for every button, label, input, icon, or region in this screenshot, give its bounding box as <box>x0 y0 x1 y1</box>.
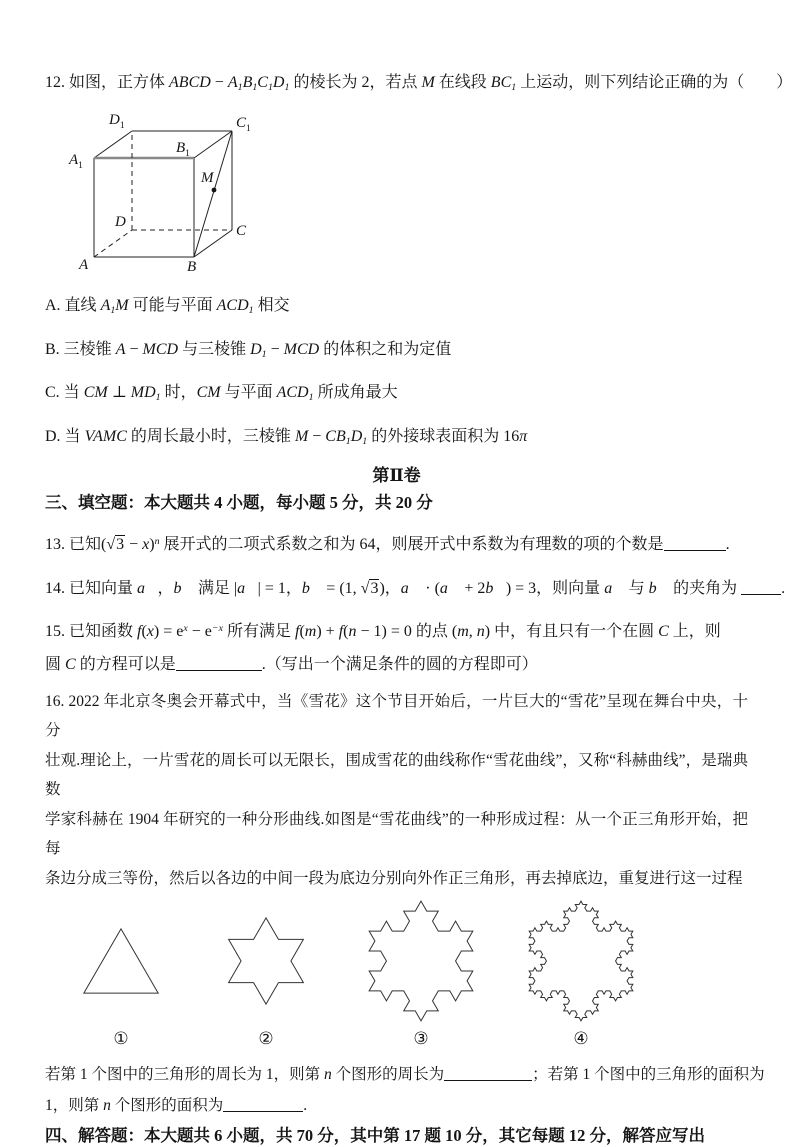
koch-svg-4 <box>526 900 636 1022</box>
area-line: 1，则第 n 个图形的面积为 . <box>45 1097 308 1115</box>
answer-blank <box>741 591 781 595</box>
answer-blank <box>444 1077 532 1081</box>
question-16-line-4: 条边分成三等份，然后以各边的中间一段为底边分别向外作正三角形，再去掉底边，重复进行这一过程 <box>45 869 743 887</box>
option-d: D. 当 VAMC 的周长最小时，三棱锥 $M - CB_1D_1$ 的外接球表面积为 16π <box>45 428 528 447</box>
perimeter-line: 若第 1 个图中的三角形的周长为 1，则第 n 个图形的周长为 ；若第 1 个图中的三角形的面积为 <box>45 1066 765 1084</box>
question-15-line-1: 15. 已知函数 $f(x) = e^x - e^{-x}$ 所有满足 f(m) + f(n − 1) = 0 的点 (m, n) 中，有且只有一个在圆 C 上，则 <box>45 622 721 640</box>
koch-curve <box>369 901 473 1021</box>
koch-shape-2 <box>227 896 305 1026</box>
cube-vertex-label-M: M <box>201 169 214 186</box>
option-c: C. 当 CM ⊥ $MD_1$ 时，CM 与平面 $ACD_1$ 所成角最大 <box>45 384 398 404</box>
koch-shape-1 <box>76 896 166 1026</box>
koch-figure-row <box>51 896 748 1049</box>
koch-svg-3 <box>368 900 474 1022</box>
cube-figure <box>59 107 748 284</box>
koch-figure-4 <box>501 896 661 1049</box>
cube-vertex-label-C: C <box>236 222 247 239</box>
koch-curve <box>229 918 304 1004</box>
koch-figure-2 <box>191 896 341 1049</box>
cube-vertex-label-A: A <box>79 256 89 273</box>
cube-diagram <box>59 107 294 279</box>
question-16-blanks <box>45 1059 765 1121</box>
koch-label-4: ④ <box>573 1029 589 1049</box>
cube-solid-edges <box>94 131 232 257</box>
question-14: 14. 已知向量 a⃗，b⃗ 满足 |a⃗| = 1，b⃗ = (1, √3)，a⃗ · (a⃗ + 2b⃗) = 3，则向量 a⃗ 与 b⃗ 的夹角为 . <box>45 579 786 597</box>
radicand: 3 <box>370 579 379 597</box>
koch-curve <box>84 929 158 993</box>
koch-figure-1 <box>51 896 191 1049</box>
koch-curve <box>529 901 633 1021</box>
cube-dashed-edges <box>94 131 232 257</box>
koch-label-1: ① <box>113 1029 129 1049</box>
cube-vertex-label-B1: $B_1$ <box>176 139 190 159</box>
section4-heading: 四、解答题：本大题共 6 小题，共 70 分，其中第 17 题 10 分，其它每题 12 分，解答应写出 <box>45 1126 705 1146</box>
koch-shape-3 <box>368 896 474 1026</box>
question-15 <box>45 612 748 681</box>
section3-heading: 三、填空题：本大题共 4 小题，每小题 5 分，共 20 分 <box>45 492 433 512</box>
question-16-line-3: 学家科赫在 1904 年研究的一种分形曲线.如图是“雪花曲线”的一种形成过程：从一个正三角形开始，把每 <box>45 810 748 858</box>
question-16-line-2: 壮观.理论上，一片雪花的周长可以无限长，围成雪花的曲线称作“雪花曲线”，又称“科赫曲线”，是瑞典数 <box>45 751 748 799</box>
cube-vertex-label-D: D <box>115 213 126 230</box>
question-15-line-2: 圆 C 的方程可以是 .（写出一个满足条件的圆的方程即可） <box>45 655 538 673</box>
question-12-stem: 12. 如图，正方体 ABCD − $A_1B_1C_1D_1$ 的棱长为 2，若点 M 在线段 $BC_1$ 上运动，则下列结论正确的为（ ） <box>45 74 793 93</box>
cube-vertex-label-A1: $A_1$ <box>69 151 83 171</box>
question-16 <box>45 687 748 894</box>
answer-blank <box>223 1108 303 1112</box>
option-a: A. 直线 $A_1M$ 可能与平面 $ACD_1$ 相交 <box>45 296 290 316</box>
part2-title: 第Ⅱ卷 <box>372 465 421 485</box>
koch-label-3: ③ <box>413 1029 429 1049</box>
question-16-line-1: 16. 2022 年北京冬奥会开幕式中，当《雪花》这个节目开始后，一片巨大的“雪花”呈现在舞台中央，十分 <box>45 692 748 740</box>
point-m-dot <box>212 187 217 192</box>
koch-shape-4 <box>526 896 636 1026</box>
koch-svg-1 <box>76 928 166 994</box>
answer-blank <box>176 667 262 671</box>
koch-label-2: ② <box>258 1029 274 1049</box>
radicand: 3 <box>116 535 125 553</box>
question-13: 13. 已知$(√3 - x)^n$ 展开式的二项式系数之和为 64，则展开式中系数为有理数的项的个数是 . <box>45 535 730 553</box>
option-b: B. 三棱锥 A − MCD 与三棱锥 $D_1$ − MCD 的体积之和为定值 <box>45 340 452 360</box>
cube-vertex-label-D1: $D_1$ <box>109 111 125 131</box>
koch-svg-2 <box>227 917 305 1005</box>
answer-blank <box>664 547 726 551</box>
koch-figure-3 <box>341 896 501 1049</box>
cube-vertex-label-B: B <box>187 258 197 275</box>
cube-vertex-label-C1: $C_1$ <box>236 114 251 134</box>
